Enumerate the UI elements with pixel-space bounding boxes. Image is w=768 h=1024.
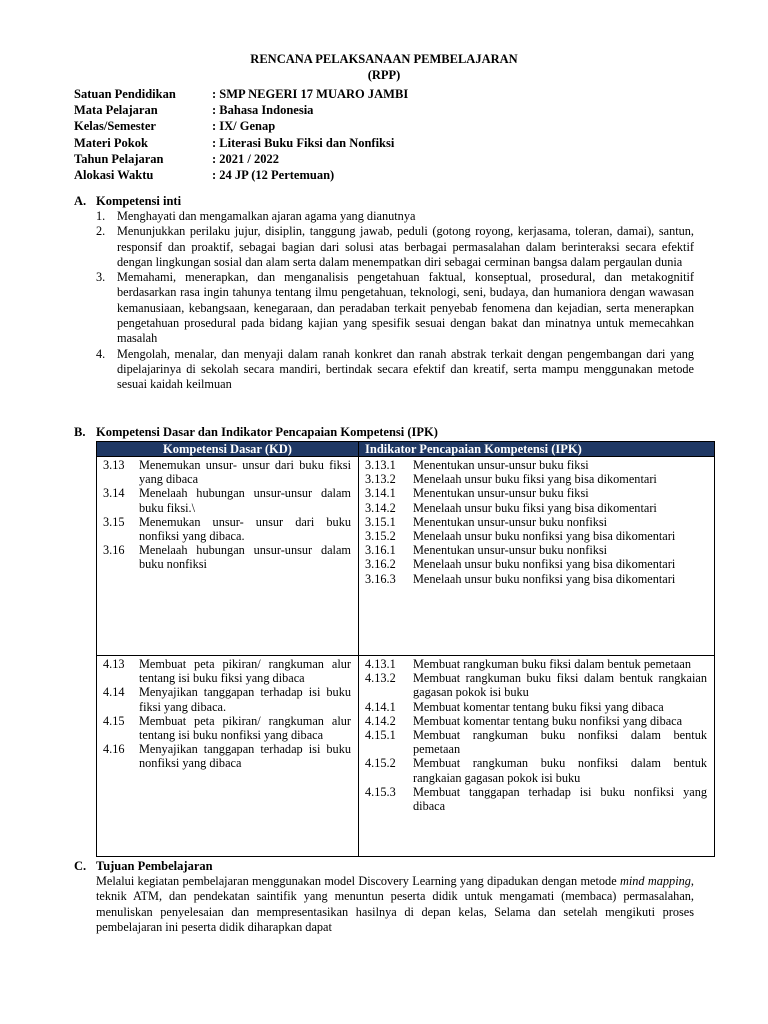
kd-text: Menemukan unsur- unsur dari buku fiksi yang dibaca	[139, 458, 351, 487]
ipk-text: Menentukan unsur-unsur buku nonfiksi	[413, 514, 608, 529]
list-text: Mengolah, menalar, dan menyaji dalam ranah konkret dan ranah abstrak terkait dengan pengembangan dari yang dipelajarinya di sekolah secara mandiri, bertindak secara efektif dan kreatif, serta mampu menggunakan metode sesuai kaidah keilmuan	[117, 346, 694, 392]
meta-value: : Literasi Buku Fiksi dan Nonfiksi	[212, 135, 395, 150]
section-letter: A.	[74, 194, 87, 208]
ipk-text: Menentukan unsur-unsur buku fiksi	[413, 486, 589, 501]
meta-label: Kelas/Semester	[74, 119, 156, 134]
kd-text: Membuat peta pikiran/ rangkuman alur tentang isi buku nonfiksi yang dibaca	[139, 713, 351, 743]
ipk-item	[365, 572, 707, 586]
ipk-cell	[359, 457, 715, 656]
list-text: Menunjukkan perilaku jujur, disiplin, tanggung jawab, peduli (gotong royong, kerjasama, toleran, damai), santun, responsif dan proaktif, sebagai bagian dari solusi atas berbagai permasalahan dalam berinteraksi secara efektif dengan lingkungan sosial dan alam serta dalam menempatkan diri sebagai cerminan bangsa dalam pergaulan dunia	[117, 224, 694, 269]
kd-number: 4.16	[103, 742, 125, 757]
ipk-item	[365, 756, 707, 784]
ipk-text: Menentukan unsur-unsur buku fiksi	[413, 458, 589, 472]
ipk-text: Menelaah unsur buku fiksi yang bisa dikomentari	[413, 472, 657, 487]
ipk-text: Membuat komentar tentang buku fiksi yang dibaca	[413, 699, 664, 714]
ipk-number: 3.16.1	[365, 543, 396, 558]
ipk-number: 3.13.2	[365, 472, 396, 487]
ipk-item	[365, 557, 707, 571]
italic-term: mind mapping	[619, 874, 691, 888]
ipk-number: 4.14.1	[365, 699, 396, 714]
section-a-heading	[74, 194, 181, 209]
ipk-text: Membuat tanggapan terhadap isi buku nonfiksi yang dibaca	[413, 784, 707, 814]
section-title: Kompetensi Dasar dan Indikator Pencapaian Kompetensi (IPK)	[96, 425, 438, 439]
kd-item	[103, 714, 351, 742]
list-item	[96, 209, 694, 224]
section-letter: B.	[74, 425, 86, 439]
ipk-number: 4.15.1	[365, 728, 396, 743]
meta-row-alokasi	[74, 167, 408, 183]
ipk-text: Menentukan unsur-unsur buku nonfiksi	[413, 543, 608, 558]
meta-value: : Bahasa Indonesia	[212, 103, 314, 118]
ipk-number: 4.14.2	[365, 713, 396, 728]
meta-value: : IX/ Genap	[212, 119, 276, 134]
ipk-item	[365, 657, 707, 671]
kd-item	[103, 515, 351, 543]
ipk-item	[365, 728, 707, 756]
meta-row-satuan	[74, 86, 408, 102]
list-item	[96, 224, 694, 270]
ipk-cell	[359, 656, 715, 857]
kd-item	[103, 657, 351, 685]
ipk-number: 4.13.1	[365, 657, 396, 671]
ipk-item	[365, 785, 707, 813]
ipk-text: Membuat rangkuman buku nonfiksi dalam bentuk rangkaian gagasan pokok isi buku	[413, 756, 707, 785]
kd-item	[103, 685, 351, 713]
ipk-text: Membuat komentar tentang buku nonfiksi yang dibaca	[413, 713, 683, 728]
kd-number: 3.13	[103, 458, 125, 472]
ipk-item	[365, 671, 707, 699]
list-number: 3.	[96, 270, 106, 285]
meta-label: Satuan Pendidikan	[74, 87, 176, 101]
column-header-kd: Kompetensi Dasar (KD)	[97, 442, 359, 457]
kd-text: Menelaah hubungan unsur-unsur dalam buku fiksi.\	[139, 486, 351, 515]
kd-cell	[97, 457, 359, 656]
list-text: Memahami, menerapkan, dan menganalisis pengetahuan faktual, konseptual, prosedural, dan metakognitif berdasarkan rasa ingin tahunya tentang ilmu pengetahuan, teknologi, seni, budaya, dan humaniora dengan wawasan kemanusiaan, kebangsaan, kenegaraan, dan peradaban terkait penyebab fenomena dan kejadian, serta menerapkan pengetahuan prosedural pada bidang kajian yang spesifik sesuai dengan bakat dan minatnya untuk memecahkan masalah	[117, 270, 694, 346]
kd-text: Menelaah hubungan unsur-unsur dalam buku nonfiksi	[139, 543, 351, 572]
meta-label: Alokasi Waktu	[74, 167, 154, 182]
ipk-number: 3.14.2	[365, 500, 396, 515]
list-number: 1.	[96, 209, 106, 223]
document-title: RENCANA PELAKSANAAN PEMBELAJARAN	[250, 52, 518, 66]
ipk-text: Membuat rangkuman buku nonfiksi dalam bentuk pemetaan	[413, 728, 707, 757]
kd-number: 3.15	[103, 514, 125, 529]
ipk-text: Membuat rangkuman buku fiksi dalam bentuk rangkaian gagasan pokok isi buku	[413, 671, 707, 700]
ipk-text: Menelaah unsur buku fiksi yang bisa dikomentari	[413, 500, 657, 515]
section-title: Tujuan Pembelajaran	[96, 859, 213, 873]
kd-number: 3.16	[103, 543, 125, 558]
kd-item	[103, 486, 351, 514]
ipk-number: 4.15.3	[365, 784, 396, 799]
ipk-item	[365, 700, 707, 714]
section-letter: C.	[74, 859, 87, 873]
ipk-text: Menelaah unsur buku nonfiksi yang bisa dikomentari	[413, 529, 676, 544]
meta-row-tahun	[74, 151, 408, 167]
ipk-item	[365, 714, 707, 728]
meta-label: Materi Pokok	[74, 135, 148, 150]
kd-cell	[97, 656, 359, 857]
kd-item	[103, 543, 351, 571]
section-b-heading	[74, 425, 438, 440]
list-number: 2.	[96, 224, 106, 239]
ipk-number: 3.15.2	[365, 529, 396, 544]
ipk-number: 3.16.3	[365, 571, 396, 586]
list-item	[96, 270, 694, 346]
ipk-item	[365, 515, 707, 529]
ipk-number: 3.13.1	[365, 458, 396, 472]
tujuan-paragraph	[96, 874, 694, 935]
kompetensi-inti-list	[96, 209, 694, 393]
meta-row-kelas	[74, 118, 408, 134]
section-c-heading	[74, 859, 213, 874]
kd-item	[103, 742, 351, 770]
meta-label: Tahun Pelajaran	[74, 151, 164, 166]
paragraph-part: Melalui kegiatan pembelajaran menggunakan model Discovery Learning yang dipadukan dengan metode	[96, 874, 620, 888]
ipk-number: 4.15.2	[365, 756, 396, 771]
ipk-item	[365, 472, 707, 486]
ipk-item	[365, 543, 707, 557]
ipk-item	[365, 486, 707, 500]
ipk-number: 3.16.2	[365, 557, 396, 572]
ipk-text: Membuat rangkuman buku fiksi dalam bentuk pemetaan	[413, 657, 691, 671]
meta-value: : 2021 / 2022	[212, 151, 280, 166]
kd-ipk-table	[96, 441, 715, 857]
ipk-text: Menelaah unsur buku nonfiksi yang bisa dikomentari	[413, 557, 676, 572]
kd-number: 3.14	[103, 486, 125, 501]
paragraph-text	[96, 874, 694, 935]
meta-label: Mata Pelajaran	[74, 103, 158, 118]
section-title: Kompetensi inti	[96, 194, 182, 208]
document-subtitle: (RPP)	[367, 68, 401, 82]
ipk-text: Menelaah unsur buku nonfiksi yang bisa dikomentari	[413, 571, 676, 586]
kd-item	[103, 458, 351, 486]
identity-block	[74, 86, 408, 183]
table-row	[97, 656, 715, 857]
table-row	[97, 457, 715, 656]
meta-row-materi	[74, 135, 408, 151]
ipk-item	[365, 529, 707, 543]
kd-text: Menemukan unsur- unsur dari buku nonfiksi yang dibaca.	[139, 514, 351, 544]
kd-text: Membuat peta pikiran/ rangkuman alur tentang isi buku fiksi yang dibaca	[139, 657, 351, 686]
meta-value: : SMP NEGERI 17 MUARO JAMBI	[212, 87, 409, 101]
kd-number: 4.14	[103, 685, 125, 700]
list-number: 4.	[96, 346, 106, 361]
ipk-item	[365, 501, 707, 515]
ipk-number: 3.14.1	[365, 486, 396, 501]
list-item	[96, 347, 694, 393]
kd-number: 4.13	[103, 657, 125, 671]
paragraph-part: , teknik ATM, dan pendekatan saintifik yang menuntun peserta didik untuk mengamati (membaca) permasalahan, menuliskan penyelesaian dan mempresentasikan hasilnya di depan kelas, Selama dan setelah mengikuti proses pembelajaran ini peserta didik diharapkan dapat	[96, 874, 694, 934]
ipk-item	[365, 458, 707, 472]
meta-row-mapel	[74, 102, 408, 118]
column-header-ipk: Indikator Pencapaian Kompetensi (IPK)	[359, 442, 715, 457]
ipk-number: 4.13.2	[365, 671, 396, 686]
kd-text: Menyajikan tanggapan terhadap isi buku nonfiksi yang dibaca	[139, 742, 351, 771]
list-text: Menghayati dan mengamalkan ajaran agama yang dianutnya	[117, 209, 416, 223]
kd-number: 4.15	[103, 713, 125, 728]
ipk-number: 3.15.1	[365, 514, 396, 529]
meta-value: : 24 JP (12 Pertemuan)	[212, 167, 335, 182]
kd-text: Menyajikan tanggapan terhadap isi buku fiksi yang dibaca.	[139, 685, 351, 714]
